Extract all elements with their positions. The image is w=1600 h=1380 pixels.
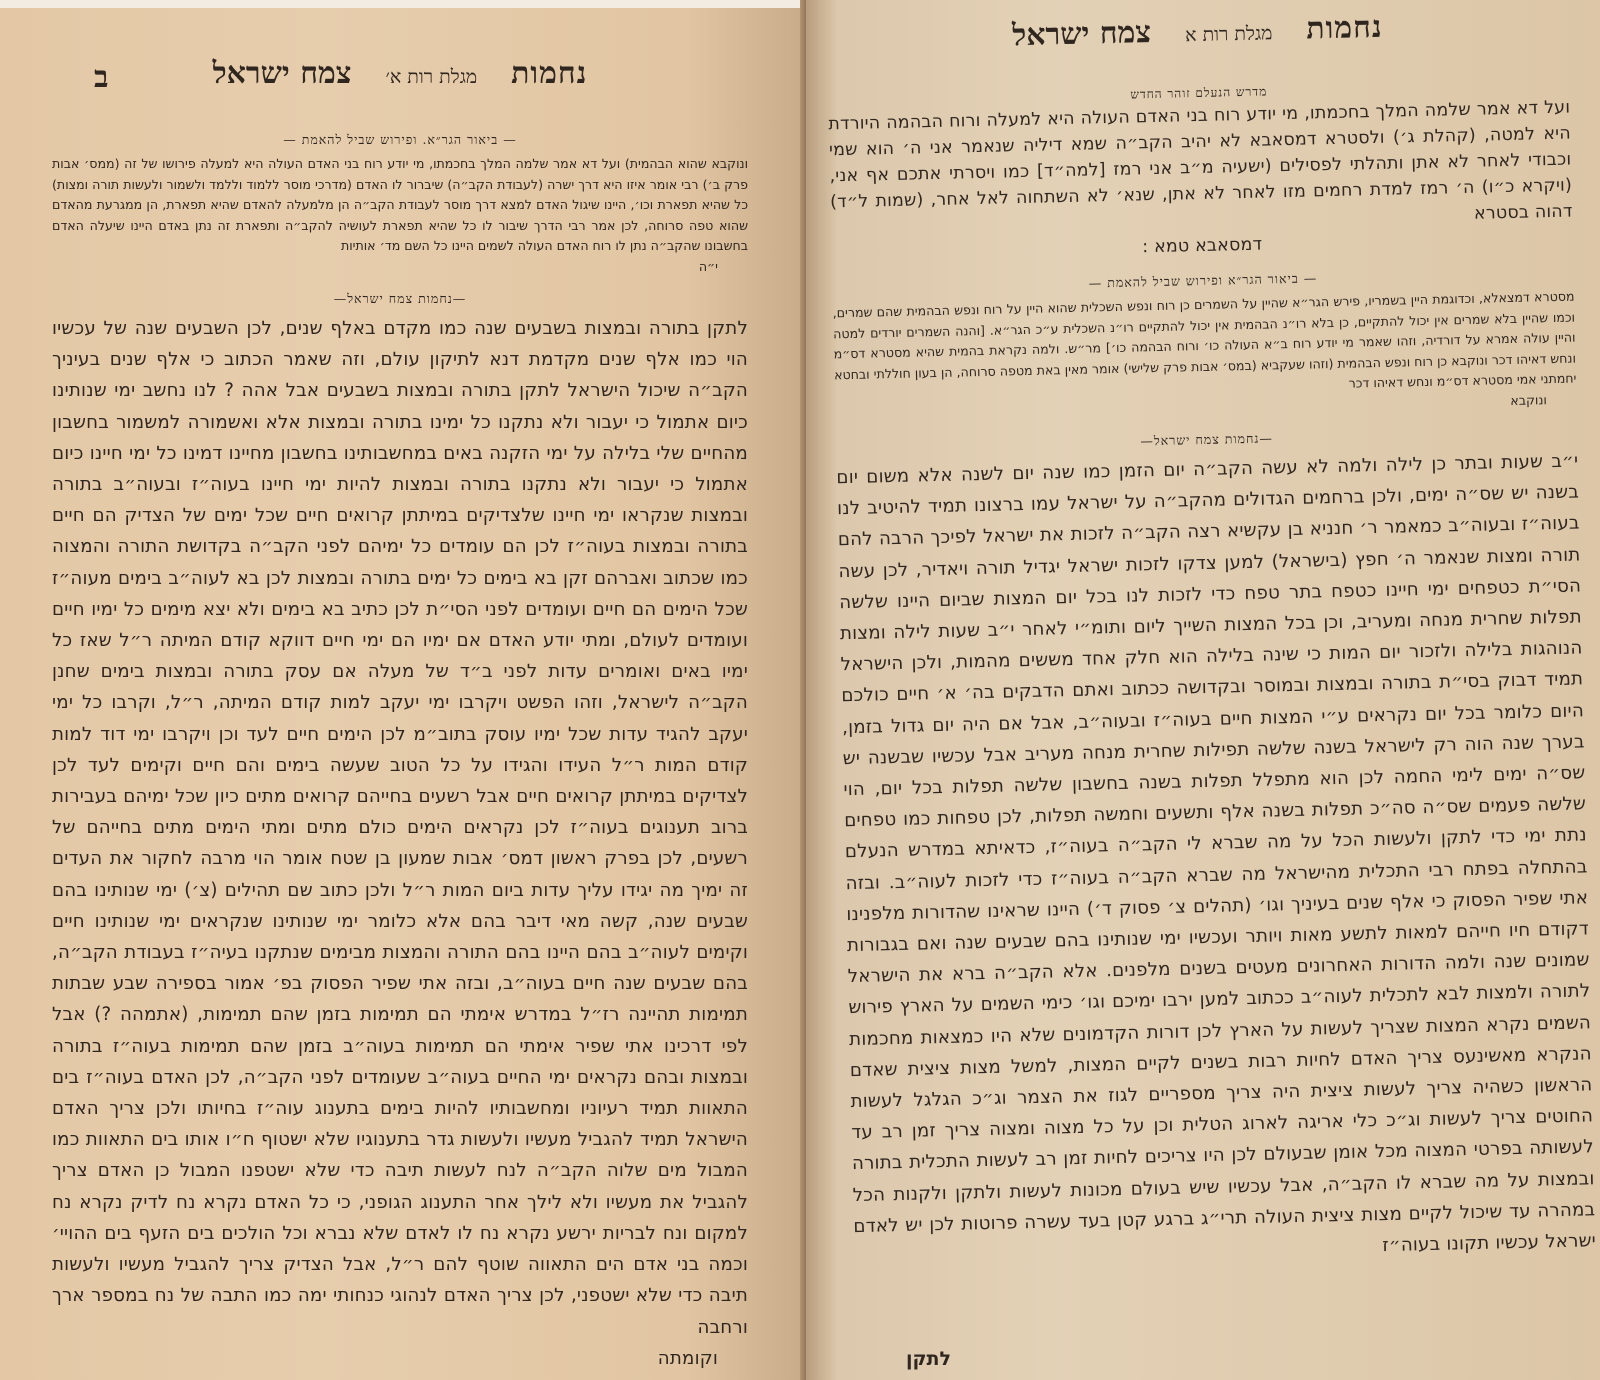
midrash-tail: דמסאבא טמא : bbox=[1142, 234, 1263, 258]
running-head-title: נחמות bbox=[1305, 9, 1383, 47]
catchword: לתקן bbox=[906, 1348, 951, 1370]
running-head-book: צמח ישראל bbox=[1011, 15, 1152, 54]
main-paragraph: לתקן בתורה ובמצות בשבעים שנה כמו מקדם באלף שנים, לכן השבעים שנה של עכשיו הוי כמו אלף שנים מקדמת דנא לתיקון עולם, וזה שאמר הכתוב כי אלף שנים בעיניך הקב״ה שיכול הישראל לתקן בתורה ובמצות בשבעים אבל אהה ? לנו נחשב ימי שנותינו כיום אתמול כי יעבור ולא נתקנו כל ימינו בתורה ובמצות אלא ואשמורה למשמור בחשבון מהחיים שלי בלילה על ימי הזקנה באים במחשבותינו בחשבון מחיינו דמינו כל ימי חיינו כיום אתמול כי יעבור ולא נתקנו בתורה ובמצות להיות ימי חיינו בעוה״ז ובעוה״ב בתורה ובמצות שנקראו ימי חיינו שלצדיקים במיתתן קרואים חיים שכל ימים של הצדיק הם חיים בתורה ובמצות בעוה״ז לכן הם עומדים כל ימיהם לפני הקב״ה בקדושת התורה והמצוה כמו שכתוב ואברהם זקן בא בימים כל ימים בתורה ובמצות לכן בא לעוה״ב בימים מעוה״ז שכל הימים הם חיים ועומדים לפני הסי״ת לכן כתיב בא בימים ולא יצא מימים כל ימיו חיים ועומדים לעולם, ומתי יודע האדם אם ימיו הם ימי חיים דווקא קודם המיתה ר״ל שאז כל ימיו באים ואומרים עדות לפני ב״ד של מעלה אם עסק בתורה ובמצות בימים שחנן הקב״ה לישראל, וזהו הפשט ויקרבו ימי יעקב למות קודם המיתה, ר״ל, וקרבו כל ימי יעקב להגיד עדות שכל ימיו עוסק בתוב״מ לכן הימים חיים לעד וכן ויקרבו ימי דוד למות קודם המות ר״ל העידו והגידו על כל הטוב שעשה בימים והם חיים וקימים לעד לכן לצדיקים במיתתן קרואים חיים אבל רשעים בחייהם קרואים מתים כיון שכל ימיהם בעבירות ברוב תענוגים בעוה״ז לכן נקראים הימים כולם מתים ומתי הימים מתים בחייהם של רשעים, לכן בפרק ראשון דמס׳ אבות שמעון בן שטח אומר הוי מרבה לחקור את העדים זה ימיך מה יגידו עליך עדות ביום המות ר״ל ולכן כתוב שם תהילים (צ׳) ימי שנותינו בהם שבעים שנה, קשה מאי דיבר בהם אלא כלומר ימי שנותינו שנקראים ימי שנותינו חיים וקימים לעוה״ב בהם היינו בהם התורה והמצות מבימים שנתקנו בעיה״ז בעבודת הקב״ה, בהם שבעים שנה חיים בעוה״ב, ובזה אתי שפיר הפסוק בפ׳ אמור בספירה שבע שבתות תמימות תהיינה רז״ל במדרש אימתי הם תמימות בזמן שהם תמימות, (אתמהה ?) אבל לפי דרכינו אתי שפיר אימתי הם תמימות בעוה״ב בזמן שהם תמימות בעוה״ז בתורה ובמצות ובהם נקראים ימי החיים בעוה״ב שעומדים לפני הקב״ה, לכן האדם בעוה״ז בים התאוות תמיד רעיוניו ומחשבותיו להיות בימים בתענוג עוה״ז בחיותו ולכן צריך האדם הישראל תמיד להגביל מעשיו ולעשות גדר בתענוגיו שלא ישטוף ח״ו אותו בים התאוות כמו המבול מים שלוה הקב״ה לנח לעשות תיבה כדי שלא ישטפנו המבול כן האדם צריך להגביל את מעשיו ולא לילך אחר התענוג הגופני, כי כל האדם נקרא נח לדיק נקרא נח למקום ונח לבריות ירשע נקרא נח לו לאדם שלא נברא וכל הולכים בים הזעף בים ההויי׳ וכמה בני אדם הים התאווה שוטף להם ר״ל, אבל הצדיק צריך להגביל מעשיו ולעשות תיבה כדי שלא ישטפני, לכן צריך האדם לנהוגי כנחותי ימה כמו התבה של נח במספר ארך ורחבה bbox=[52, 318, 748, 1338]
commentary-tail: י״ה bbox=[698, 258, 718, 274]
midrash-paragraph: ועל דא אמר שלמה המלך בחכמתו, מי יודע רוח בני האדם העולה היא למעלה ורוח הבהמה היורדת היא למטה, (קהלת ג׳) ולסטרא דמסאבא לא יהיב הקב״ה שמא דיליה שנאמר אני ה׳ הוא שמי וכבודי לאחר לא אתן ותהלתי לפסילים (ישעיה מ״ב אני רמז [למה״ד] כמו ויסרתי אתכם אף אני, (ויקרא כ״ו) ה׳ רמז למדת רחמים מזו לאחר לא אתן, שנא׳ לא השתחוה לאל אחר, (שמות ל״ד) דהוה בסטרא bbox=[828, 97, 1573, 224]
running-head-megillah: מגלת רות א׳ bbox=[385, 66, 478, 88]
running-head-book: צמח ישראל bbox=[212, 56, 352, 91]
main-heading: —נחמות צמח ישראל— bbox=[333, 291, 467, 306]
commentary-heading: — ביאור הגר״א. ופירוש שביל להאמת — bbox=[283, 132, 517, 147]
right-running-head bbox=[826, 6, 1569, 85]
main-tail: וקומתה bbox=[657, 1347, 718, 1369]
right-page-content bbox=[826, 6, 1596, 1274]
main-text bbox=[836, 445, 1596, 1273]
midrash-text bbox=[828, 95, 1573, 268]
main-text bbox=[52, 313, 748, 1374]
commentary-paragraph: ונוקבא שהוא הבהמית) ועל דא אמר שלמה המלך בחכמתו, מי יודע רוח בני האדם העולה היא למעלה פירושו של זה (ממס׳ אבות פרק ב׳) רבי אומר איזו היא דרך ישרה (לעבודת הקב״ה) שיברור לו האדם (מדרכי מוסר ללמוד וללמד ולשמור ולעשות תורה ומצות) כל שהיא תפארת וכו׳, היינו שיגול האדם למצא דרך מוסר לעבודת הקב״ה הן מלמעלה להאדם שהיא תפארת, הן ממגרעת מהאדם שהוא טפה סרוחה, לכן אמר רבי הדרך שיבור לו כל שהיא תפארת לעושיה להקב״ה ותפארת זה נתן באדם היינו שיעלה האדם בחשבונו שהקב״ה נתן לו רוח האדם העולה לשמים היינו כל השם מד׳ אותיות bbox=[52, 156, 748, 253]
right-page bbox=[806, 0, 1600, 1380]
commentary-text bbox=[52, 154, 748, 277]
main-heading: —נחמות צמח ישראל— bbox=[1140, 430, 1274, 449]
commentary-paragraph: מסטרא דמצאלא, וכדוגמת היין בשמריו, פירש הגר״א שהיין על השמרים כן רוח ונפש השכלית שהוא היין על רוח ונפש הבהמית שהם שמרים, וכמו שהיין בלא שמרים אין יכול להתקיים, כן בלא רו״נ הבהמית אין יכול להתקיים רו״נ השכלית ע״כ הגר״א. [והנה השמרים יורדים למטה והיין עולה אמרא על דורדיה, וזהו שאמר מי יודע רוח ב״א העולה כו׳ ורוח הבהמה כו׳] מר״ש. ולמה נקראת בהמית שהיא מסטרא דס״מ ונחש דאיהו דכר ונוקבא כן רוח ונפש הבהמית (וזהו שעקביא (במס׳ אבות פרק שלישי) אומר מאין באת מטפה סרוחה, הן בעון חוללתי ובחטא יחמתני אמי מסטרא דס״מ ונחש דאיהו דכר bbox=[832, 288, 1577, 391]
page-number: ב bbox=[94, 60, 109, 95]
running-head-megillah: מגלת רות א bbox=[1184, 22, 1273, 47]
commentary-tail: ונוקבא bbox=[1510, 391, 1547, 408]
commentary-text bbox=[832, 287, 1577, 427]
main-paragraph: י״ב שעות ובתר כן לילה ולמה לא עשה הקב״ה יום הזמן כמו שנה יום לשנה אלא משום יום בשנה יש שס״ה ימים, ולכן ברחמים הגדולים מהקב״ה על ישראל עמו ברצונו תמיד להיטיב לנו בעוה״ז ובעוה״ב כמאמר ר׳ חנניא בן עקשיא רצה הקב״ה לזכות את ישראל לפיכך הרבה להם תורה ומצות שנאמר ה׳ חפץ (בישראל) למען צדקו לזכות ישראל יגדיל תורה ויאדיר, לכן עשה הסי״ת כטפחים ימי חיינו כטפח בתר טפח כדי לזכות לנו בכל יום המצות שביום היינו שלשה תפלות שחרית מנחה ומעריב, וכן בכל המצות השייך ליום ותומ״י לאחר י״ב שעות לילה ומצות הנוהגות בלילה ולזכור יום המות כי שינה בלילה הוא חלק אחד מששים מהמות, ולכן הישראל תמיד דבוק בסי״ת בתורה ובמצות ובמוסר ובקדושה ככתוב ואתם הדבקים בה׳ א׳ חיים כולכם היום כלומר בכל יום נקראים ע״י המצות חיים בעוה״ז ובעוה״ב, אבל אם היה יום גדול בזמן, בערך שנה הוה רק לישראל בשנה שלשה תפילות שחרית מנחה מעריב אבל עכשיו שבשנה יש שס״ה ימים לימי החמה לכן הוא מתפלל תפלות בשנה בחשבון שלשה תפלות בכל יום, הוי שלשה פעמים שס״ה סה״כ תפלות בשנה אלף ותשעים וחמשה תפלות, לכן טפחות כמו טפחים נתת ימי כדי לתקן ולעשות הכל על מה שברא לי הקב״ה בעוה״ז, כדאיתא במדרש הנעלם בהתחלה בפתח רבי התכלית מהישראל מה שברא הקב״ה בעוה״ז כדי לזכות לעוה״ב. ובזה אתי שפיר הפסוק כי אלף שנים בעיניך וגו׳ (תהלים צ׳ פסוק ד׳) היינו שראינו שהדורות מלפנינו דקודם חיו חייהם למאות לתשע מאות ויותר ועכשיו ימי שנותינו בהם שבעים שנה ואם בגבורות שמונים שנה ולמה הדורות האחרונים מעטים בשנים מלפנים. אלא הקב״ה ברא את הישראל לתורה ולמצות לבא לתכלית לעוה״ב ככתוב למען ירבו ימיכם וגו׳ כימי השמים על הארץ פירוש השמים נקרא המצות שצריך לעשות על הארץ לכן דורות הקדמונים שלא היו כמצאות מחכמות הנקרא מאשינעס צריך האדם לחיות רבות בשנים לקיים המצות, למשל מצות ציצית שאדם הראשון כשהיה צריך לעשות ציצית היה צריך מספריים לגוז את הצמר וג״כ הגלגל לעשות החוטים צריך לעשות וג״כ כלי אריגה לארוג הטלית וכן על כל מצוה ומצוה צריך זמן רב עד לעשותה בפרטי המצוה מכל אומן שבעולם לכן היו צריכים לחיות זמן רב לעשות התכלית בתורה ובמצות על מה שברא לו הקב״ה, אבל עכשיו שיש בעולם מכונות לעשות ולתקן ולקנות הכל במהרה עד שיכול לקיים מצות ציצית העולה תרי״ג ברגע קטן בעד עשרה פרוטות לכן יש לאדם ישראל עכשיו תקונו בעוה״ז bbox=[836, 450, 1597, 1257]
commentary-heading: — ביאור הגר״א ופירוש שביל להאמת — bbox=[1088, 270, 1318, 291]
midrash-heading: מדרש הנעלם זוהר החדש bbox=[1130, 84, 1268, 102]
running-head-title: נחמות bbox=[511, 56, 588, 91]
left-running-head bbox=[52, 56, 748, 118]
